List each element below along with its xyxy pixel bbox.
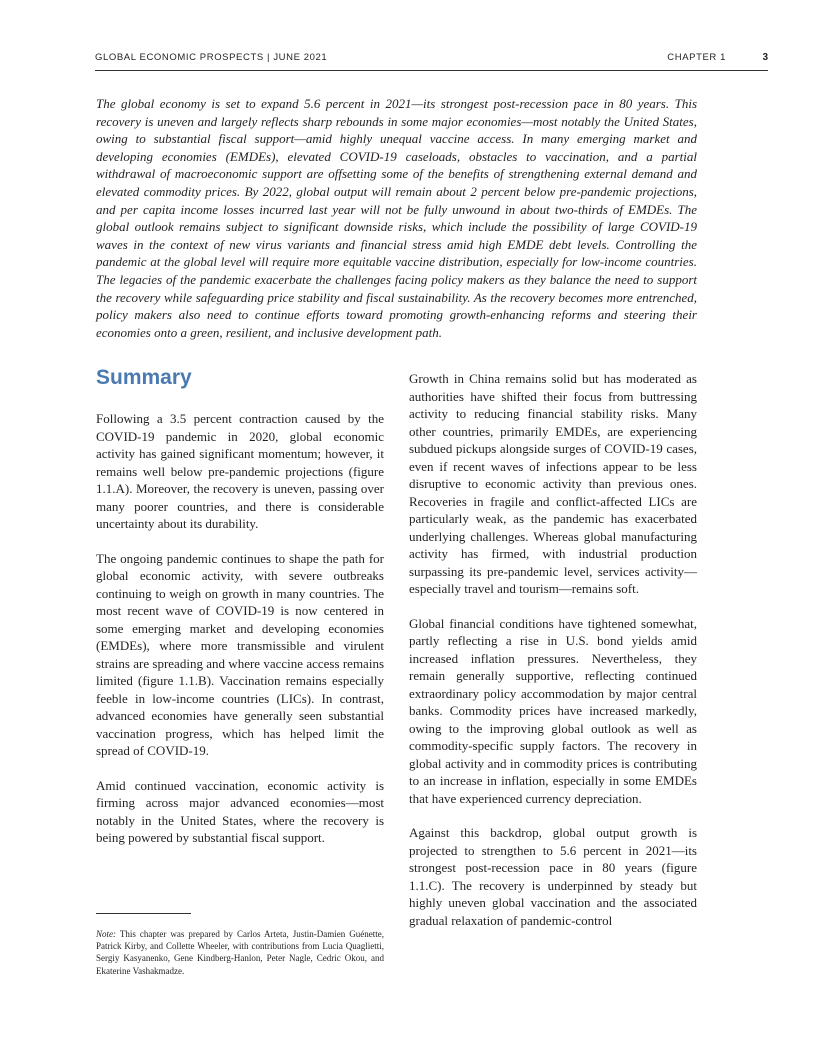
- footnote: [96, 928, 384, 977]
- paragraph: Following a 3.5 percent contraction caused by the COVID-19 pandemic in 2020, global economic activity has gained significant momentum; however, it remains well below pre-pandemic projections (figure 1.1.A). Moreover, the recovery is uneven, passing over many poorer countries, and there is considerable uncertainty about its durability.: [96, 411, 384, 531]
- paragraph: The ongoing pandemic continues to shape the path for global economic activity, with severe outbreaks continuing to weigh on growth in many countries. The most recent wave of COVID-19 is now centered in some emerging market and developing economies (EMDEs), where more transmissible and virulent strains are spreading and where vaccine access remains limited (figure 1.1.B). Vaccination remains especially feeble in low-income countries (LICs). In contrast, advanced economies have generally seen substantial vaccination progress, which has helped limit the spread of COVID-19.: [96, 550, 384, 758]
- chapter-abstract: The global economy is set to expand 5.6 percent in 2021—its strongest post-recession pace in 80 years. This recovery is uneven and largely reflects sharp rebounds in some major economies—most notably the United States, owing to substantial fiscal support—amid highly unequal vaccine access. In many emerging market and developing economies (EMDEs), elevated COVID-19 caseloads, obstacles to vaccination, and a partial withdrawal of macroeconomic support are offsetting some of the benefits of strengthening external demand and elevated commodity prices. By 2022, global output will remain about 2 percent below pre-pandemic projections, and per capita income losses incurred last year will not be fully unwound in about two-thirds of EMDEs. The global outlook remains subject to significant downside risks, which include the possibility of large COVID-19 waves in the context of new virus variants and financial stress amid high EMDE debt levels. Controlling the pandemic at the global level will require more equitable vaccine distribution, especially for low-income countries. The legacies of the pandemic exacerbate the challenges facing policy makers as they balance the need to support the recovery while safeguarding price stability and fiscal sustainability. As the recovery becomes more entrenched, policy makers also need to continue efforts toward promoting growth-enhancing reforms and steering their economies onto a green, resilient, and inclusive development path.: [96, 96, 697, 340]
- paragraph: Global financial conditions have tightened somewhat, partly reflecting a rise in U.S. bond yields amid increased inflation pressures. Nevertheless, they remain generally supportive, reflecting continued extraordinary policy accommodation by major central banks. Commodity prices have increased markedly, owing to the improving global outlook as well as commodity-specific supply factors. The recovery in global activity and in commodity prices is contributing to an increase in inflation, especially in some EMDEs that have experienced currency depreciation.: [409, 615, 697, 806]
- running-title: GLOBAL ECONOMIC PROSPECTS | JUNE 2021: [95, 52, 328, 63]
- section-title: Summary: [96, 366, 192, 389]
- footnote-divider: [96, 913, 191, 914]
- chapter-label: CHAPTER 1: [667, 52, 726, 63]
- paragraph: Amid continued vaccination, economic activity is firming across major advanced economies—most notably in the United States, where the recovery is being powered by substantial fiscal support.: [96, 777, 384, 845]
- footnote-text: This chapter was prepared by Carlos Arteta, Justin-Damien Guénette, Patrick Kirby, and Collette Wheeler, with contributions from Lucia Quaglietti, Sergiy Kasyanenko, Gene Kindberg-Hanlon, Peter Nagle, Cedric Okou, and Ekaterine Vashakmadze.: [96, 929, 385, 976]
- left-column: [96, 366, 384, 864]
- paragraph: Growth in China remains solid but has moderated as authorities have shifted their focus from buttressing activity to reducing financial stability risks. Many other countries, primarily EMDEs, are experiencing subdued pickups alongside surges of COVID-19 cases, even if recent waves of infections appear to be less disruptive to economic activity than previous ones. Recoveries in fragile and conflict-affected LICs are particularly weak, as the pandemic has exacerbated underlying challenges. Whereas global manufacturing activity has firmed, with industrial production surpassing its pre-pandemic level, services activity—especially travel and tourism—remains soft.: [409, 371, 697, 596]
- page-number: 3: [762, 52, 768, 63]
- header-divider: [95, 70, 768, 71]
- paragraph: Against this backdrop, global output growth is projected to strengthen to 5.6 percent in 2021—its strongest post-recession pace in 80 years (figure 1.1.C). The recovery is underpinned by steady but highly uneven global vaccination and the associated gradual relaxation of pandemic-control: [409, 825, 697, 928]
- running-header: [95, 52, 768, 66]
- right-column: [409, 370, 697, 946]
- footnote-label: Note:: [96, 929, 116, 939]
